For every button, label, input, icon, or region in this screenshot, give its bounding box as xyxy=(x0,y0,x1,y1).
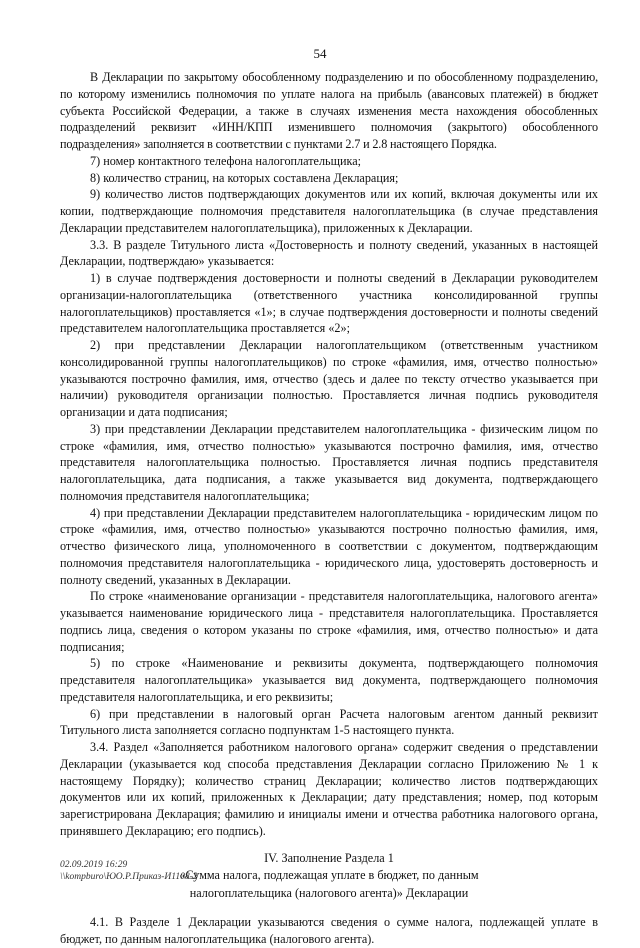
paragraph-4-1: 4.1. В Разделе 1 Декларации указываются сведения о сумме налога, подлежащей уплате в бюджет, по данным налогоплательщика (налогового агента). xyxy=(60,915,598,946)
paragraph-3-3: 3.3. В разделе Титульного листа «Достоверность и полноту сведений, указанных в настоящей Декларации, подтверждаю» указывается: xyxy=(60,237,598,269)
paragraph-3-3-item-1: 1) в случае подтверждения достоверности и полноты сведений в Декларации руководителем организации-налогоплательщика (ответственного участника консолидированной группы налогоплательщиков) проставляется «1»; в случае подтверждения достоверности и полноты сведений представителем налогоплательщика проставляется «2»; xyxy=(60,271,598,336)
paragraph-3-3-item-6: 6) при представлении в налоговый орган Расчета налоговым агентом данный реквизит Титульного листа заполняется согласно подпунктам 1-5 настоящего пункта. xyxy=(60,706,598,738)
footer-file-info xyxy=(60,859,198,883)
section-heading-subtitle-line-1: «Сумма налога, подлежащая уплате в бюджет, по данным xyxy=(179,868,479,882)
paragraph-item-7: 7) номер контактного телефона налогоплательщика; xyxy=(90,153,362,168)
page-number: 54 xyxy=(313,46,327,61)
footer-timestamp: 02.09.2019 16:29 xyxy=(60,860,128,870)
paragraph-3-3-item-2: 2) при представлении Декларации налогоплательщиком (ответственным участником консолидированной группы налогоплательщиков) по строке «фамилия, имя, отчество полностью» указываются построчно фамилия, имя, отчество (здесь и далее по тексту отчество указывается при наличии) руководителя организации полностью. Проставляется личная подпись руководителя организации и дата подписания; xyxy=(60,338,598,419)
paragraph-3-3-item-5: 5) по строке «Наименование и реквизиты документа, подтверждающего полномочия представителя налогоплательщика» указывается вид документа, подтверждающего полномочия представителя налогоплательщика, и его реквизиты; xyxy=(60,656,598,704)
paragraph-organization-line: По строке «наименование организации - представителя налогоплательщика, налогового агента» указывается наименование юридического лица - представителя налогоплательщика. Проставляется подпись лица, сведения о котором указаны по строке «фамилия, имя, отчество полностью» и дата подписания; xyxy=(60,589,598,654)
paragraph-3-3-item-4: 4) при представлении Декларации представителем налогоплательщика - юридическим лицом по строке «фамилия, имя, отчество полностью» указываются построчно полностью фамилия, имя, отчество физического лица, уполномоченного в соответствии с документом, подтверждающим полномочия представителя налогоплательщика - юридического лица, удостоверять достоверность и полноту сведений, указанных в Декларации. xyxy=(60,505,598,587)
paragraph-item-8: 8) количество страниц, на которых составлена Декларация; xyxy=(90,170,399,185)
footer-file-path: \\kompburo\ЮО.Р.Приказ-И1108-2 xyxy=(60,872,198,882)
paragraph-item-9: 9) количество листов подтверждающих документов или их копий, включая документы или их копии, подтверждающие полномочия представителя налогоплательщика (в случае представления Декларации представителем налогоплательщика), приложенных к Декларации. xyxy=(60,187,598,235)
paragraph-3-4: 3.4. Раздел «Заполняется работником налогового органа» содержит сведения о представлении Декларации (указывается код способа представления Декларации согласно Приложению № 1 к настоящему Порядку); количество страниц Декларации; количество листов подтверждающих документов или их копий, приложенных к Декларации; дату представления; номер, под которым зарегистрирована Декларация; фамилию и инициалы имени и отчества работника налогового органа, принявшего Декларацию; его подпись). xyxy=(60,740,598,838)
paragraph-closed-subdivision: В Декларации по закрытому обособленному подразделению и по обособленному подразделению, по которому изменились полномочия по уплате налога на прибыль (авансовых платежей) в бюджет субъекта Российской Федерации, а также в случаях изменения места нахождения обособленных подразделений реквизит «ИНН/КПП изменившего полномочия (закрытого) обособленного подразделения» заполняется в соответствии с пунктами 2.7 и 2.8 настоящего Порядка. xyxy=(60,70,598,151)
document-body xyxy=(60,69,598,948)
section-heading-title: IV. Заполнение Раздела 1 xyxy=(264,850,394,865)
paragraph-3-3-item-3: 3) при представлении Декларации представителем налогоплательщика - физическим лицом по строке «фамилия, имя, отчество полностью» указываются построчно фамилия, имя, отчество представителя налогоплательщика полностью. Проставляется личная подпись представителя налогоплательщика, дата подписания, а также указывается вид документа, подтверждающего полномочия представителя налогоплательщика; xyxy=(60,421,598,503)
section-heading-subtitle-line-2: налогоплательщика (налогового агента)» Декларации xyxy=(189,885,469,900)
